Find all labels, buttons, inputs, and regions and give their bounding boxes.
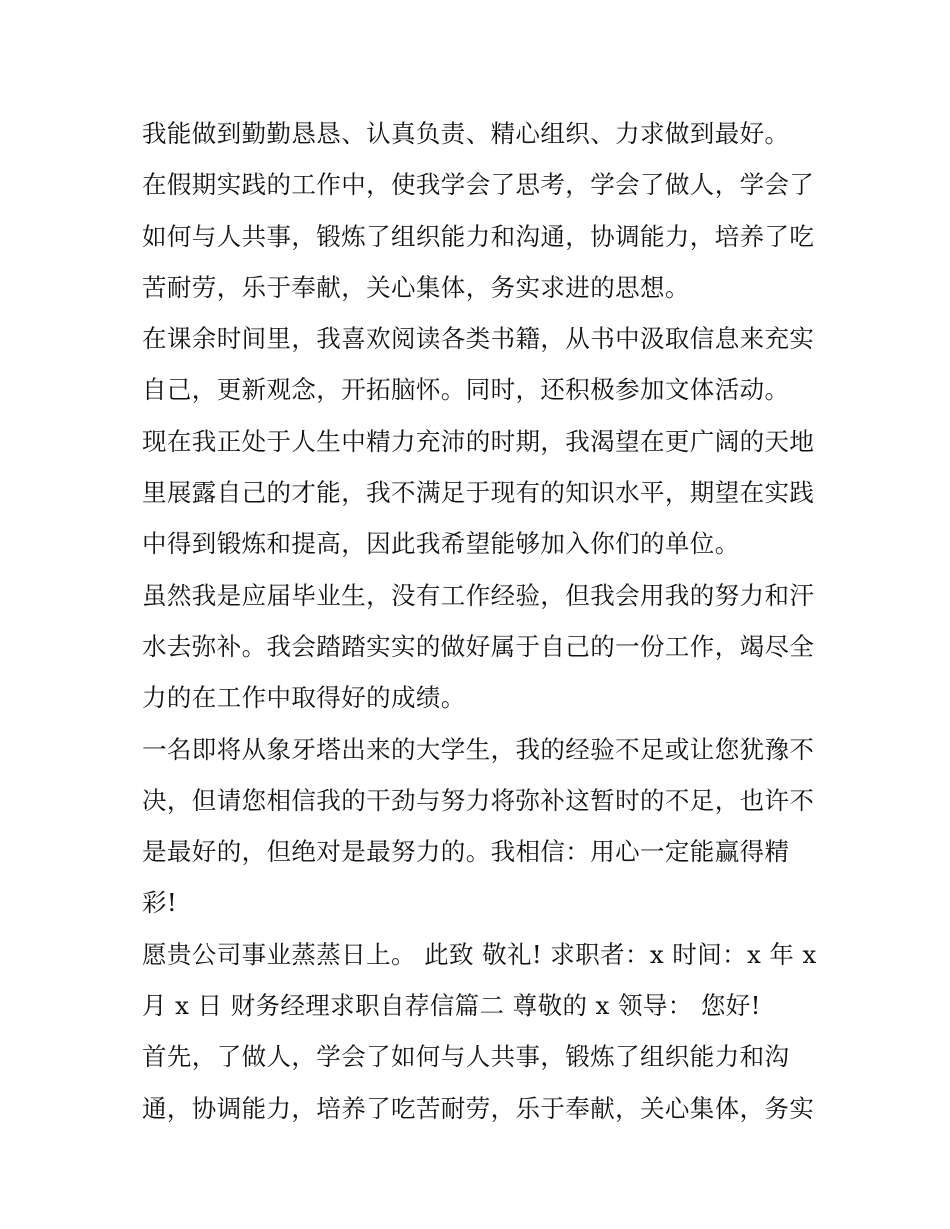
document-body — [142, 108, 825, 1134]
paragraph-3: 在课余时间里，我喜欢阅读各类书籍，从书中汲取信息来充实自己，更新观念，开拓脑怀。同时，还积极参加文体活动。 — [142, 324, 815, 405]
paragraph-4: 现在我正处于人生中精力充沛的时期，我渴望在更广阔的天地里展露自己的才能，我不满足于现有的知识水平，期望在实践中得到锻炼和提高，因此我希望能够加入你们的单位。 — [142, 426, 815, 559]
paragraph-7: 愿贵公司事业蒸蒸日上。 此致 敬礼! 求职者：x 时间：x 年 x 月 x 日 财务经理求职自荐信篇二 尊敬的 x 领导： 您好! — [142, 939, 825, 1021]
paragraph-6: 一名即将从象牙塔出来的大学生，我的经验不足或让您犹豫不决，但请您相信我的干劲与努力将弥补这暂时的不足，也许不是最好的，但绝对是最努力的。我相信：用心一定能赢得精彩! — [142, 734, 815, 918]
paragraph-8: 首先，了做人，学会了如何与人共事，锻炼了组织能力和沟通，协调能力，培养了吃苦耐劳，乐于奉献，关心集体，务实 — [142, 1042, 815, 1123]
paragraph-5: 虽然我是应届毕业生，没有工作经验，但我会用我的努力和汗水去弥补。我会踏踏实实的做好属于自己的一份工作，竭尽全力的在工作中取得好的成绩。 — [142, 580, 815, 713]
paragraph-2: 在假期实践的工作中，使我学会了思考，学会了做人，学会了如何与人共事，锻炼了组织能力和沟通，协调能力，培养了吃苦耐劳，乐于奉献，关心集体，务实求进的思想。 — [142, 170, 815, 302]
paragraph-1: 我能做到勤勤恳恳、认真负责、精心组织、力求做到最好。 — [142, 119, 790, 148]
